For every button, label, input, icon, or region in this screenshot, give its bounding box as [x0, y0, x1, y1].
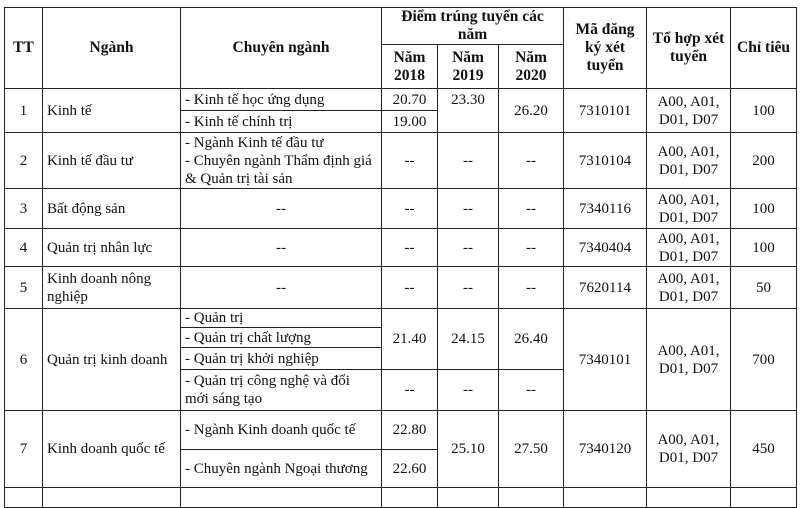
cell-chi-tieu: 100 — [731, 229, 797, 267]
cell-nganh: Quản trị nhân lực — [43, 229, 181, 267]
cell-to-hop: A00, A01, D01, D07 — [647, 411, 731, 488]
cell-2019: 25.10 — [438, 411, 499, 488]
cell-to-hop: A00, A01, D01, D07 — [647, 229, 731, 267]
table-row — [5, 267, 797, 309]
cell-ma: 7310101 — [564, 89, 647, 133]
cell-2019: 23.30 — [438, 89, 499, 133]
cell-sub: - Quản trị công nghệ và đổi mới sáng tạo — [181, 370, 382, 411]
sub-line: - Ngành Kinh tế đầu tư — [185, 134, 324, 151]
cell-tt: 4 — [5, 229, 43, 267]
cell-tt: 6 — [5, 309, 43, 411]
cell-nganh: Kinh tế đầu tư — [43, 133, 181, 189]
cell-2019: -- — [438, 189, 499, 229]
header-2020: Năm 2020 — [499, 45, 564, 89]
cell-ma: 7340101 — [564, 309, 647, 411]
cell-2019: -- — [438, 267, 499, 309]
cell-sub: -- — [181, 189, 382, 229]
cell-ma: 7310104 — [564, 133, 647, 189]
table-row — [5, 411, 797, 450]
table-row — [5, 89, 797, 111]
table-row — [5, 133, 797, 189]
cell-2018: -- — [382, 229, 438, 267]
cell-ma: 7340116 — [564, 189, 647, 229]
cell-2018: 19.00 — [382, 111, 438, 133]
cell-sub: -- — [181, 229, 382, 267]
cell-2020: 26.40 — [499, 309, 564, 370]
cell-ma: 7620114 — [564, 267, 647, 309]
cell-2018: -- — [382, 189, 438, 229]
header-nganh: Ngành — [43, 8, 181, 89]
cell-sub — [181, 133, 382, 189]
admission-score-table — [4, 7, 797, 508]
cell-sub: - Chuyên ngành Ngoại thương — [181, 450, 382, 488]
cell-chi-tieu: 50 — [731, 267, 797, 309]
cell-nganh: Kinh doanh quốc tế — [43, 411, 181, 488]
header-2018: Năm 2018 — [382, 45, 438, 89]
header-diem: Điểm trúng tuyển các năm — [382, 8, 564, 45]
cell-2019: -- — [438, 370, 499, 411]
cell-sub: - Quản trị — [181, 309, 382, 328]
cell-ma: 7340120 — [564, 411, 647, 488]
cell-2018: 22.80 — [382, 411, 438, 450]
cell-tt: 1 — [5, 89, 43, 133]
cell-to-hop: A00, A01, D01, D07 — [647, 189, 731, 229]
cell-sub: - Kinh tế học ứng dụng — [181, 89, 382, 111]
cell-tt: 7 — [5, 411, 43, 488]
cell-to-hop: A00, A01, D01, D07 — [647, 89, 731, 133]
cell-sub: - Quản trị chất lượng — [181, 328, 382, 348]
cell-2020: -- — [499, 189, 564, 229]
cell-to-hop: A00, A01, D01, D07 — [647, 133, 731, 189]
table-row — [5, 189, 797, 229]
cell-2018: 21.40 — [382, 309, 438, 370]
header-to-hop: Tổ hợp xét tuyển — [647, 8, 731, 89]
sub-line: - Chuyên ngành Thẩm định giá & Quản trị tài sản — [185, 152, 372, 187]
cell-2020: -- — [499, 370, 564, 411]
cell-nganh: Quản trị kinh doanh — [43, 309, 181, 411]
cell-sub: - Ngành Kinh doanh quốc tế — [181, 411, 382, 450]
cell-nganh: Kinh doanh nông nghiệp — [43, 267, 181, 309]
table-row-cut-off — [5, 488, 797, 508]
cell-chi-tieu: 200 — [731, 133, 797, 189]
cell-2020: -- — [499, 229, 564, 267]
cell-chi-tieu: 700 — [731, 309, 797, 411]
cell-chi-tieu: 100 — [731, 189, 797, 229]
cell-2018: 20.70 — [382, 89, 438, 111]
cell-2020: -- — [499, 267, 564, 309]
cell-2018: -- — [382, 267, 438, 309]
cell-chi-tieu: 450 — [731, 411, 797, 488]
cell-nganh: Bất động sản — [43, 189, 181, 229]
cell-2020: 26.20 — [499, 89, 564, 133]
cell-2018: -- — [382, 370, 438, 411]
header-chuyen-nganh: Chuyên ngành — [181, 8, 382, 89]
cell-2018: -- — [382, 133, 438, 189]
cell-tt: 5 — [5, 267, 43, 309]
cell-2019: 24.15 — [438, 309, 499, 370]
cell-nganh: Kinh tế — [43, 89, 181, 133]
cell-2018: 22.60 — [382, 450, 438, 488]
table-row — [5, 309, 797, 328]
cell-sub: - Quản trị khởi nghiệp — [181, 348, 382, 370]
cell-2019: -- — [438, 133, 499, 189]
cell-sub: -- — [181, 267, 382, 309]
cell-to-hop: A00, A01, D01, D07 — [647, 309, 731, 411]
table-row — [5, 229, 797, 267]
cell-tt: 3 — [5, 189, 43, 229]
cell-chi-tieu: 100 — [731, 89, 797, 133]
header-ma: Mã đăng ký xét tuyển — [564, 8, 647, 89]
header-2019: Năm 2019 — [438, 45, 499, 89]
cell-tt: 2 — [5, 133, 43, 189]
cell-2020: -- — [499, 133, 564, 189]
cell-2019: -- — [438, 229, 499, 267]
cell-to-hop: A00, A01, D01, D07 — [647, 267, 731, 309]
cell-ma: 7340404 — [564, 229, 647, 267]
cell-2020: 27.50 — [499, 411, 564, 488]
cell-sub: - Kinh tế chính trị — [181, 111, 382, 133]
header-tt: TT — [5, 8, 43, 89]
header-chi-tieu: Chỉ tiêu — [731, 8, 797, 89]
